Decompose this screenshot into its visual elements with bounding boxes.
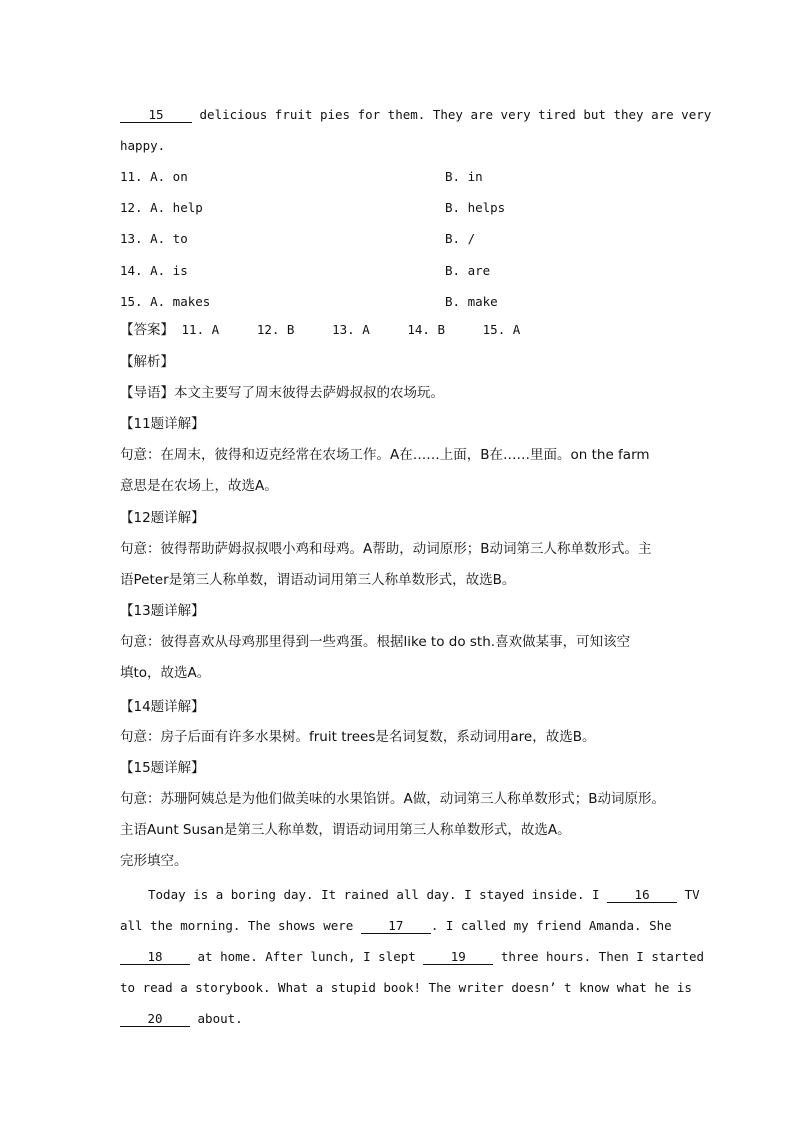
passage-text: all the morning. The shows were [120,918,354,933]
blank-18: 18 [120,950,190,965]
answer-item: 11. A [181,322,220,337]
detail-line: 句意：房子后面有许多水果树。fruit trees是名词复数，系动词用are，故选B。 [120,729,596,745]
detail-title-11: 【11题详解】 [120,416,205,432]
passage-text: delicious fruit pies for them. They are very tired but they are very [199,107,712,122]
passage-text: . I called my friend Amanda. She [430,918,672,933]
section-title: 完形填空。 [120,853,188,869]
passage2-line-2 [120,918,672,934]
answer-item: 12. B [256,322,295,337]
option-row-15 [120,294,210,310]
passage-text: about. [197,1011,243,1026]
passage-text: Today is a boring day. It rained all day. I stayed inside. I [148,887,600,902]
option-row-14 [120,263,188,279]
detail-title-15: 【15题详解】 [120,760,205,776]
detail-line: 句意：在周末，彼得和迈克经常在农场工作。A在……上面，B在……里面。on the farm [120,447,650,463]
analysis-label: 【解析】 [120,354,174,370]
answer-row [120,322,520,338]
answer-label: 【答案】 [120,322,174,338]
detail-line: 语Peter是第三人称单数，谓语动词用第三人称单数形式，故选B。 [120,572,516,588]
blank-19: 19 [423,950,493,965]
detail-line: 填to，故选A。 [120,665,211,681]
blank-15: 15 [120,108,192,123]
passage2-line-5 [120,1011,243,1027]
option-row-11 [120,169,188,185]
option-b: B. are [445,263,491,278]
passage-text: TV [684,887,700,902]
option-number: 15. [120,294,143,309]
option-a: A. help [150,200,203,215]
passage2-line-1 [148,887,700,903]
option-row-13 [120,231,188,247]
guide-text: 【导语】本文主要写了周末彼得去萨姆叔叔的农场玩。 [120,385,444,401]
detail-line: 意思是在农场上，故选A。 [120,478,278,494]
detail-title-13: 【13题详解】 [120,603,205,619]
passage-text: three hours. Then I started [500,949,705,964]
option-number: 12. [120,200,143,215]
detail-title-12: 【12题详解】 [120,510,205,526]
passage-line: happy. [120,138,166,153]
passage-line [120,107,711,123]
answer-item: 14. B [407,322,446,337]
blank-16: 16 [607,888,677,903]
answer-item: 13. A [332,322,370,337]
option-row-12 [120,200,203,216]
option-b: B. helps [445,200,506,215]
blank-17: 17 [361,919,431,934]
detail-line: 句意：苏珊阿姨总是为他们做美味的水果馅饼。A做，动词第三人称单数形式；B动词原形。 [120,791,665,807]
option-b: B. / [445,231,476,246]
detail-line: 主语Aunt Susan是第三人称单数，谓语动词用第三人称单数形式，故选A。 [120,822,571,838]
blank-20: 20 [120,1012,190,1027]
option-a: A. is [150,263,188,278]
option-number: 13. [120,231,143,246]
option-a: A. to [150,231,188,246]
option-a: A. makes [150,294,211,309]
detail-line: 句意：彼得帮助萨姆叔叔喂小鸡和母鸡。A帮助，动词原形；B动词第三人称单数形式。主 [120,541,652,557]
passage2-line-4: to read a storybook. What a stupid book! The writer doesn’ t know what he is [120,980,692,995]
option-b: B. in [445,169,483,184]
passage2-line-3 [120,949,704,965]
option-b: B. make [445,294,498,309]
option-number: 14. [120,263,143,278]
detail-line: 句意：彼得喜欢从母鸡那里得到一些鸡蛋。根据like to do sth.喜欢做某事，可知该空 [120,634,631,650]
passage-text: at home. After lunch, I slept [197,949,416,964]
detail-title-14: 【14题详解】 [120,699,205,715]
option-number: 11. [120,169,143,184]
option-a: A. on [150,169,188,184]
answer-item: 15. A [482,322,521,337]
